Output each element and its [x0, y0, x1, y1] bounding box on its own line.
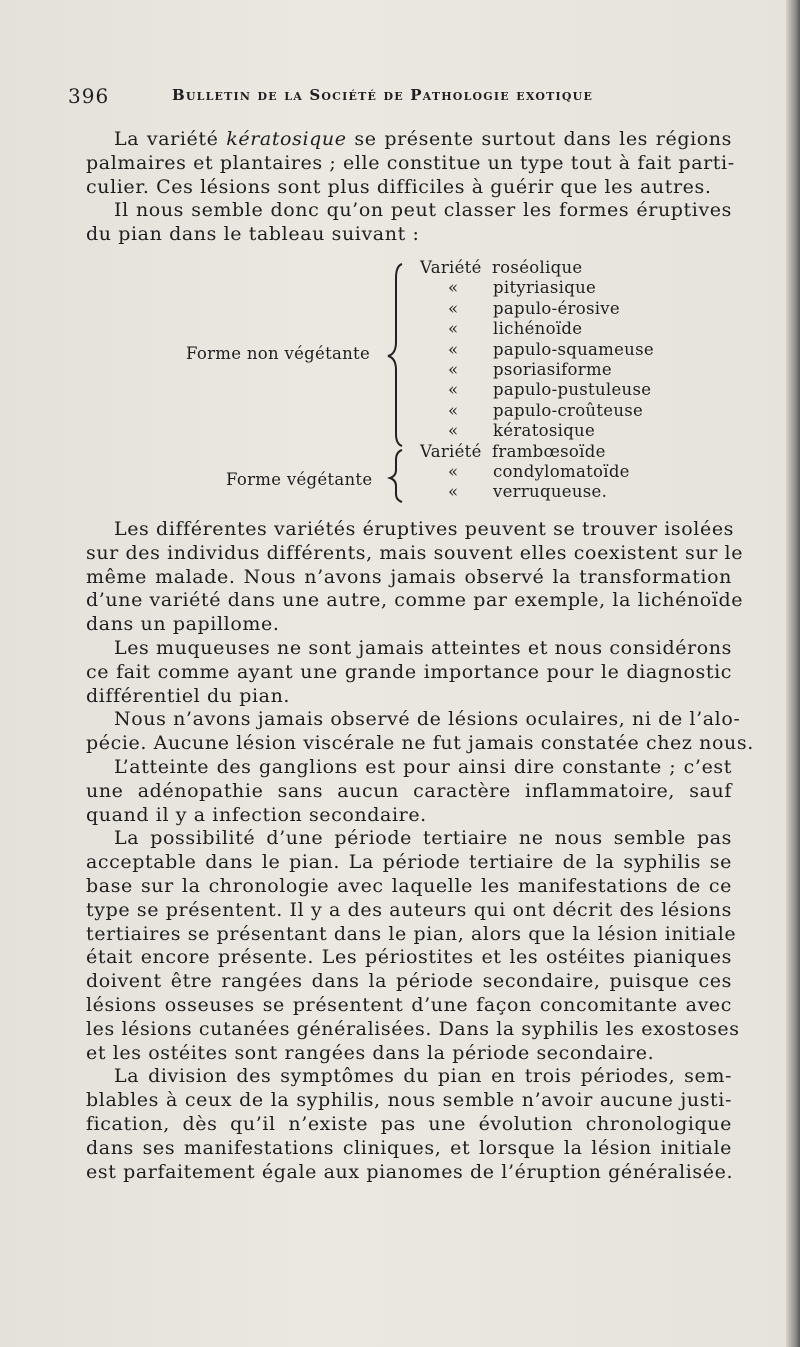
label-forme-vegetante: Forme végétante [226, 470, 373, 489]
variety-row [420, 319, 582, 338]
variety-name: kératosique [493, 421, 596, 441]
variety-name: papulo-pustuleuse [493, 380, 652, 400]
body-line: sur des individus différents, mais souvent elles coexistent sur le [86, 541, 744, 564]
variety-prefix: « [448, 339, 459, 359]
body-line: Nous n’avons jamais observé de lésions oculaires, ni de l’alo- [114, 708, 741, 731]
italic-term: kératosique [226, 128, 347, 150]
variety-prefix: « [448, 298, 459, 318]
variety-name: frambœsoïde [492, 441, 606, 461]
page-header [68, 84, 718, 114]
body-line: blables à ceux de la syphilis, nous semble n’avoir aucune justi- [86, 1089, 732, 1112]
variety-name: roséolique [492, 258, 583, 277]
variety-prefix: « [448, 360, 459, 379]
body-line: différentiel du pian. [86, 684, 291, 707]
variety-row [420, 258, 583, 277]
body-line: doivent être rangées dans la période secondaire, puisque ces [86, 970, 732, 993]
body-line: Les muqueuses ne sont jamais atteintes et nous considérons [114, 636, 732, 659]
variety-name: condylomatoïde [493, 462, 630, 481]
book-spine-shadow [786, 0, 800, 1347]
variety-prefix: « [448, 380, 459, 400]
variety-prefix: « [448, 319, 459, 339]
variety-prefix: « [448, 278, 459, 298]
variety-row [420, 278, 596, 297]
variety-row [420, 340, 654, 359]
variety-row [420, 462, 630, 481]
variety-prefix: « [448, 421, 459, 441]
text-segment: du pian dans le tableau suivant : [86, 223, 420, 246]
text-segment: La variété [114, 128, 227, 150]
body-line: quand il y a infection secondaire. [86, 803, 427, 826]
intro-line [86, 151, 735, 176]
variety-prefix: Variété [420, 258, 482, 277]
body-line: type se présentent. Il y a des auteurs qui ont décrit des lésions [86, 898, 732, 921]
body-line: lésions osseuses se présentent d’une façon concomitante avec [86, 993, 732, 1016]
variety-name: papulo-squameuse [493, 339, 654, 359]
variety-prefix: « [448, 462, 459, 481]
intro-paragraphs [86, 128, 735, 247]
body-line: est parfaitement égale aux pianomes de l’éruption généralisée. [86, 1160, 734, 1183]
body-line: Les différentes variétés éruptives peuvent se trouver isolées [114, 518, 735, 540]
variety-row [420, 421, 595, 440]
body-line: pécie. Aucune lésion viscérale ne fut jamais constatée chez nous. [86, 732, 754, 755]
intro-line [86, 199, 732, 223]
body-line: fication, dès qu’il n’existe pas une évolution chronologique [86, 1112, 732, 1135]
running-title: Bulletin de la Société de Pathologie exotique [172, 86, 594, 104]
body-line: La division des symptômes du pian en trois périodes, sem- [114, 1065, 732, 1088]
intro-line [86, 223, 732, 247]
body-line: L’atteinte des ganglions est pour ainsi dire constante ; c’est [114, 755, 732, 778]
body-line: acceptable dans le pian. La période tertiaire de la syphilis se [86, 851, 732, 874]
intro-line [86, 176, 732, 200]
body-paragraphs [86, 518, 754, 1184]
body-line: tertiaires se présentant dans le pian, alors que la lésion initiale [86, 922, 737, 945]
body-line: une adénopathie sans aucun caractère inflammatoire, sauf [86, 779, 732, 802]
variety-name: papulo-croûteuse [493, 400, 644, 420]
label-forme-non-vegetante: Forme non végétante [186, 344, 371, 363]
body-line: base sur la chronologie avec laquelle les manifestations de ce [86, 874, 732, 897]
intro-line [86, 128, 732, 152]
variety-name: lichénoïde [493, 319, 583, 339]
variety-name: pityriasique [493, 278, 597, 298]
body-line: était encore présente. Les périostites et les ostéites pianiques [86, 946, 732, 969]
brace-non-vegetante [384, 258, 414, 508]
variety-row [420, 360, 612, 379]
variety-name: papulo-érosive [493, 298, 620, 318]
variety-row [420, 299, 620, 318]
text-segment: culier. Ces lésions sont plus difficiles à guérir que les autres. [86, 175, 712, 198]
text-segment: Il nous semble donc qu’on peut classer les formes éruptives [114, 199, 732, 222]
text-segment: palmaires et plantaires ; elle constitue un type tout à fait parti- [86, 151, 735, 174]
page-number: 396 [68, 84, 110, 108]
text-segment: se présente surtout dans les régions [346, 128, 732, 150]
body-line: dans ses manifestations cliniques, et lorsque la lésion initiale [86, 1136, 732, 1159]
variety-name: verruqueuse. [493, 482, 608, 502]
variety-prefix: Variété [420, 441, 482, 461]
body-line: La possibilité d’une période tertiaire ne nous semble pas [114, 827, 732, 850]
variety-prefix: « [448, 400, 459, 420]
body-line: dans un papillome. [86, 613, 280, 636]
body-line: ce fait comme ayant une grande importance pour le diagnostic [86, 660, 732, 683]
variety-name: psoriasiforme [493, 360, 612, 379]
variety-row [420, 380, 651, 399]
body-line: les lésions cutanées généralisées. Dans la syphilis les exostoses [86, 1017, 740, 1040]
variety-row [420, 482, 607, 501]
body-line: même malade. Nous n’avons jamais observé la transformation [86, 565, 732, 588]
variety-row [420, 401, 643, 420]
variety-prefix: « [448, 482, 459, 502]
classification-table [86, 258, 726, 510]
body-line: d’une variété dans une autre, comme par exemple, la lichénoïde [86, 589, 744, 612]
body-line: et les ostéites sont rangées dans la période secondaire. [86, 1041, 655, 1064]
variety-row [420, 442, 606, 461]
